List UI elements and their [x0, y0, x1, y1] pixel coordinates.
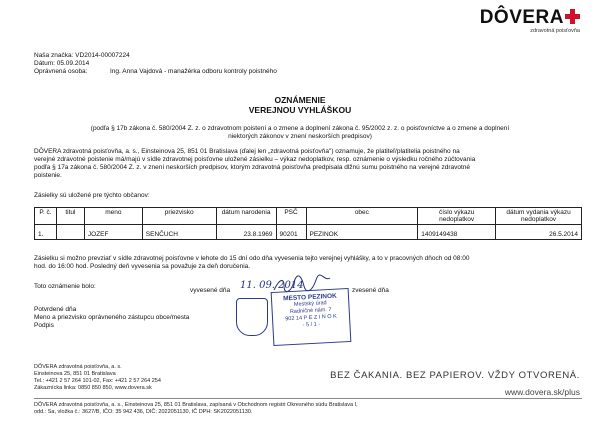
col-header-first-name: meno — [84, 208, 142, 225]
intro-line-4: poistenie. — [34, 172, 62, 179]
posted-on-date: 11. 09. 2014 — [240, 280, 304, 291]
document-title: OZNÁMENIE — [274, 95, 326, 105]
cell-municipality: PEZINOK — [306, 225, 418, 240]
legal-basis-line-1: (podľa § 17b zákona č. 580/2004 Z. z. o zdravotnom poistení a o zmene a doplnení zákona č. 95/2002 z. z. o poisťovníctve a o zmene a doplnení — [90, 125, 510, 132]
intro-line-3: podľa § 17a zákona č. 580/2004 Z. z. v znení neskorších predpisov, ktorým zdravotná poisťovňa predpisala dlžnú sumu poistného na verejné zdravotné — [34, 164, 470, 171]
stamp-line-5: - 5 / 1 - — [302, 321, 321, 329]
footer-legal-line-1: DÔVERA zdravotná poisťovňa, a. s., Einsteinova 25, 851 01 Bratislava, zapísaná v Obchodnom registri Okresného súdu Bratislava I, — [34, 402, 358, 408]
plus-icon — [565, 9, 580, 24]
footer-divider — [34, 398, 582, 399]
cell-statement-number: 1409149438 — [418, 225, 496, 240]
col-header-municipality: obec — [306, 208, 418, 225]
col-header-number: P. č. — [35, 208, 57, 225]
cell-first-name: JOZEF — [84, 225, 142, 240]
cell-postal-code: 90201 — [276, 225, 306, 240]
representative-name-label: Meno a priezvisko oprávneného zástupcu obce/mesta — [34, 314, 190, 321]
cell-number: 1. — [35, 225, 57, 240]
table-intro: Zásielky sú uložené pre týchto občanov: — [34, 192, 150, 199]
removed-on-label: zvesené dňa — [352, 287, 389, 294]
authorized-person-label: Oprávnená osoba: — [34, 68, 88, 75]
footer-company-name: DÔVERA zdravotná poisťovňa, a. s. — [34, 364, 122, 370]
col-header-title: titul — [56, 208, 84, 225]
city-coat-of-arms-icon — [236, 298, 268, 336]
stamp-line-4: 902 14 P E Z I N O K — [285, 313, 337, 323]
deadline-line-1: Zásielku si možno prevziať v sídle zdravotnej poisťovne v lehote do 15 dní odo dňa vyvesenia tejto verejnej vyhlášky, a to v pracovných dňoch od 08:00 — [34, 255, 470, 262]
posted-on-label: vyvesené dňa — [190, 287, 231, 294]
authorized-person-value: Ing. Anna Vajdová - manažérka odboru kontroly poistného — [110, 68, 277, 75]
signature-label: Podpis — [34, 322, 54, 329]
col-header-statement-number: číslo výkazu nedoplatkov — [418, 208, 496, 225]
stamp-line-2: Mestský úrad — [293, 300, 327, 308]
col-header-issue-date: dátum vydania výkazu nedoplatkov — [496, 208, 582, 225]
footer-legal-line-2: odd.: Sa, vložka č.: 3627/B, IČO: 35 942 436, DIČ: 2022051130, IČ DPH: SK2022051130. — [34, 409, 253, 415]
col-header-postal-code: PSČ — [276, 208, 306, 225]
col-header-birth-date: dátum narodenia — [216, 208, 276, 225]
reference-number: Naša značka: VD2014-00007224 — [34, 52, 130, 59]
logo-subtitle: zdravotná poisťovňa — [530, 28, 580, 34]
footer-company-address: Einsteinova 25, 851 01 Bratislava — [34, 371, 116, 377]
footer-web-link: www.dovera.sk/plus — [504, 387, 580, 397]
recipients-table — [34, 207, 582, 240]
cell-birth-date: 23.8.1969 — [216, 225, 276, 240]
logo-wordmark: DÔVERA — [479, 7, 564, 28]
stamp-line-1: MESTO PEZINOK — [282, 292, 337, 303]
cell-issue-date: 26.5.2014 — [496, 225, 582, 240]
stamp-line-3: Radničné nám. 7 — [289, 306, 332, 316]
company-logo — [480, 8, 580, 34]
col-header-last-name: priezvisko — [142, 208, 216, 225]
footer-slogan: BEZ ČAKANIA. BEZ PAPIEROV. VŽDY OTVORENÁ. — [330, 370, 580, 381]
document-date: Dátum: 05.09.2014 — [34, 60, 90, 67]
intro-line-2: verejné zdravotné poistenie má/majú v sídle zdravotnej poisťovne uložené zásielku – výkaz nedoplatkov, resp. oznámenie o výsledku ročného zúčtovania — [34, 156, 476, 163]
legal-basis-line-2: niektorých zákonov v znení neskorších predpisov) — [228, 133, 372, 140]
municipal-stamp — [271, 288, 352, 346]
confirmed-on-label: Potvrdené dňa — [34, 306, 77, 313]
document-subtitle: VEREJNOU VYHLÁŠKOU — [248, 105, 352, 115]
intro-line-1: DÔVERA zdravotná poisťovňa, a. s., Einsteinova 25, 851 01 Bratislava (ďalej len „zdravotná poisťovňa") oznamuje, že platiteľ/platitelia poistného na — [34, 148, 460, 155]
footer-hotline: Zákaznícka linka: 0850 850 850, www.dovera.sk — [34, 385, 152, 391]
table-header-row — [35, 208, 582, 225]
cell-last-name: SENČUCH — [142, 225, 216, 240]
deadline-line-2: hod. do 16:00 hod. Posledný deň vyvesenia sa považuje za deň doručenia. — [34, 263, 251, 270]
cell-title — [56, 225, 84, 240]
posted-label: Toto oznámenie bolo: — [34, 283, 96, 290]
footer-phones: Tel.: +421 2 57 264 101-02, Fax: +421 2 57 264 254 — [34, 378, 161, 384]
table-row — [35, 225, 582, 240]
